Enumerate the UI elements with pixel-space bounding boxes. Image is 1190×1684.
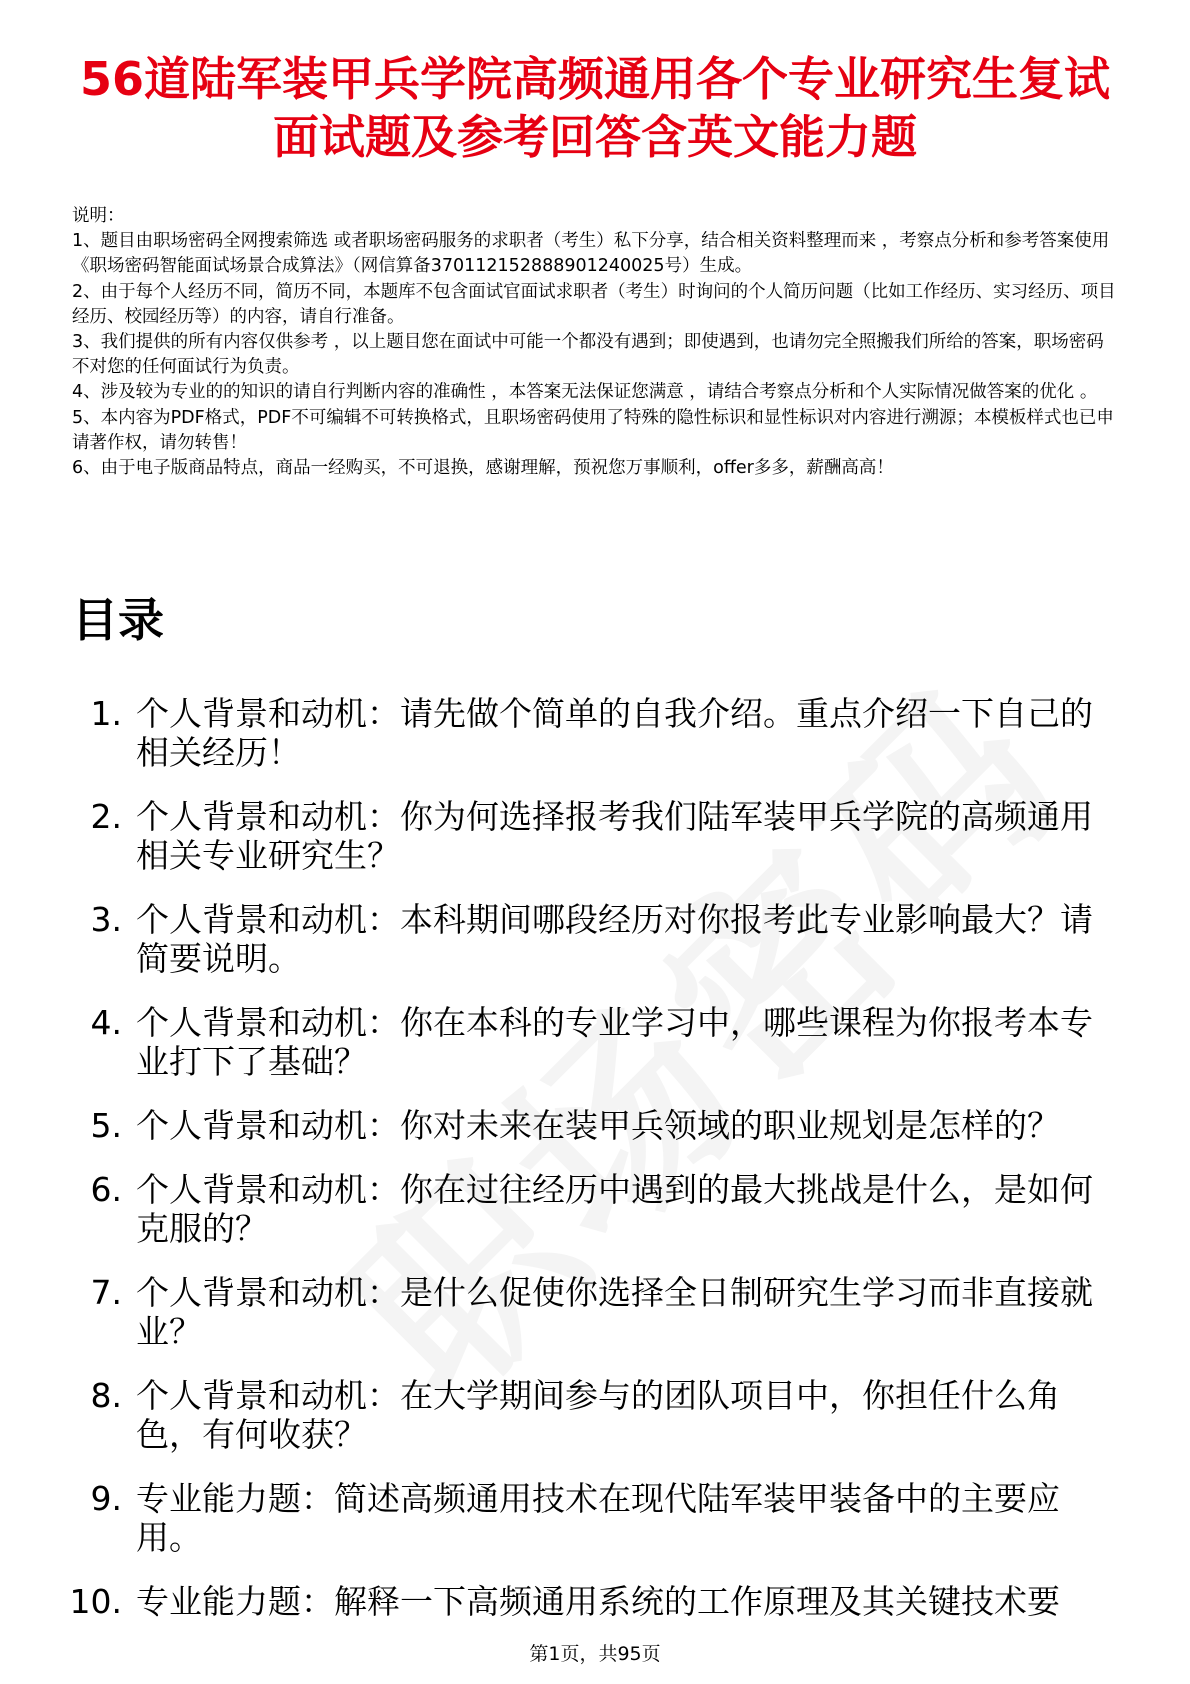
notes-item: 2、由于每个人经历不同，简历不同，本题库不包含面试官面试求职者（考生）时询问的个人简历问题（比如工作经历、实习经历、项目经历、校园经历等）的内容，请自行准备。 [72, 281, 1116, 327]
toc-item-text: 个人背景和动机：你对未来在装甲兵领域的职业规划是怎样的？ [136, 1106, 1060, 1145]
toc-heading: 目录 [72, 593, 164, 647]
toc-item[interactable] [62, 1273, 1110, 1351]
toc-item-text: 个人背景和动机：你为何选择报考我们陆军装甲兵学院的高频通用相关专业研究生？ [136, 797, 1093, 875]
toc-item-text: 专业能力题：解释一下高频通用系统的工作原理及其关键技术要 [136, 1582, 1060, 1621]
notes-item: 4、涉及较为专业的的知识的请自行判断内容的准确性 ，本答案无法保证您满意 ，请结合考察点分析和个人实际情况做答案的优化 。 [72, 382, 1098, 403]
toc-item-text: 个人背景和动机：在大学期间参与的团队项目中，你担任什么角色，有何收获？ [136, 1376, 1060, 1454]
toc-item-number: 10. [69, 1582, 122, 1621]
toc-item-text: 个人背景和动机：你在本科的专业学习中，哪些课程为你报考本专业打下了基础？ [136, 1003, 1093, 1081]
toc-item-text: 个人背景和动机：请先做个简单的自我介绍。重点介绍一下自己的相关经历！ [136, 694, 1093, 772]
toc-item[interactable] [62, 797, 1110, 875]
page-footer: 第1页，共95页 [529, 1643, 661, 1665]
toc-item-number: 7. [90, 1273, 122, 1312]
toc-item-number: 4. [90, 1003, 122, 1042]
toc-item-number: 5. [90, 1106, 122, 1145]
toc-item[interactable] [62, 1003, 1110, 1081]
notes-item: 5、本内容为PDF格式，PDF不可编辑不可转换格式，且职场密码使用了特殊的隐性标识和显性标识对内容进行溯源；本模板样式也已申请著作权，请勿转售！ [72, 407, 1114, 453]
toc-item[interactable] [62, 694, 1110, 772]
toc-item[interactable] [62, 1582, 1110, 1621]
notes-item: 3、我们提供的所有内容仅供参考 ，以上题目您在面试中可能一个都没有遇到；即使遇到，也请勿完全照搬我们所给的答案，职场密码不对您的任何面试行为负责。 [72, 332, 1104, 378]
notes-section [72, 204, 1120, 481]
toc-item-text: 个人背景和动机：本科期间哪段经历对你报考此专业影响最大？请简要说明。 [136, 900, 1093, 978]
document-title: 56道陆军装甲兵学院高频通用各个专业研究生复试面试题及参考回答含英文能力题 [79, 52, 1110, 164]
toc-item[interactable] [62, 1376, 1110, 1454]
toc-item-number: 6. [90, 1170, 122, 1209]
toc-item-number: 2. [90, 797, 122, 836]
notes-item: 6、由于电子版商品特点，商品一经购买，不可退换，感谢理解，预祝您万事顺利，offer多多，薪酬高高！ [72, 458, 894, 479]
toc-item-text: 个人背景和动机：你在过往经历中遇到的最大挑战是什么，是如何克服的？ [136, 1170, 1093, 1248]
toc-item-number: 1. [90, 694, 122, 733]
toc-item[interactable] [62, 1479, 1110, 1557]
toc-item[interactable] [62, 900, 1110, 978]
notes-heading: 说明： [72, 206, 125, 226]
toc-item-number: 8. [90, 1376, 122, 1415]
toc-item-number: 3. [90, 900, 122, 939]
toc-item-text: 专业能力题：简述高频通用技术在现代陆军装甲装备中的主要应用。 [136, 1479, 1060, 1557]
toc-item-number: 9. [90, 1479, 122, 1518]
toc-item-text: 个人背景和动机：是什么促使你选择全日制研究生学习而非直接就业？ [136, 1273, 1093, 1351]
notes-item: 1、题目由职场密码全网搜索筛选 或者职场密码服务的求职者（考生）私下分享，结合相关资料整理而来 ，考察点分析和参考答案使用《职场密码智能面试场景合成算法》（网信算备370112152888901240025号）生成。 [72, 231, 1110, 277]
toc-item[interactable] [62, 1106, 1110, 1145]
toc-item[interactable] [62, 1170, 1110, 1248]
toc-list [62, 694, 1110, 1646]
